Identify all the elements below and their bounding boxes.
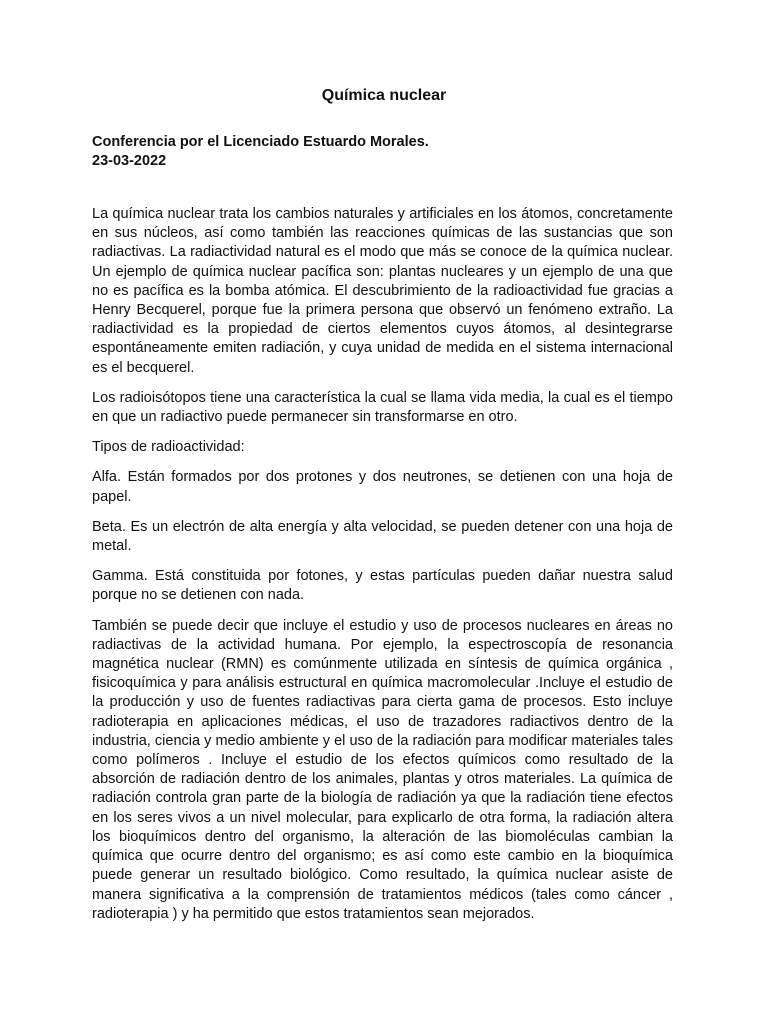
- paragraph-beta: Beta. Es un electrón de alta energía y alta velocidad, se pueden detener con una hoja de metal.: [92, 518, 673, 555]
- document-date: 23-03-2022: [92, 153, 167, 169]
- document-meta: [92, 133, 682, 171]
- document-body: [92, 205, 673, 935]
- paragraph-gamma: Gamma. Está constituida por fotones, y estas partículas pueden dañar nuestra salud porque no se detienen con nada.: [92, 568, 673, 604]
- paragraph-radioactivity-types-heading: Tipos de radioactividad:: [92, 439, 245, 456]
- paragraph-radioisotopes: Los radioisótopos tiene una característica la cual se llama vida media, la cual es el tiempo en que un radiactivo puede permanecer sin transformarse en otro.: [92, 389, 673, 426]
- author-line: Conferencia por el Licenciado Estuardo Morales.: [92, 134, 429, 150]
- paragraph-intro: La química nuclear trata los cambios naturales y artificiales en los átomos, concretamente en sus núcleos, así como también las reacciones químicas de las sustancias que son radiactivas. La radiactividad natural es el modo que más se conoce de la química nuclear. Un ejemplo de química nuclear pacífica son: plantas nucleares y un ejemplo de una que no es pacífica es la bomba atómica. El descubrimiento de la radioactividad fue gracias a Henry Becquerel, porque fue la primera persona que observó un fenómeno extraño. La radiactividad es la propiedad de ciertos elementos cuyos átomos, al desintegrarse espontáneamente emiten radiación, y cuya unidad de medida en el sistema internacional es el becquerel.: [92, 206, 673, 376]
- paragraph-applications: También se puede decir que incluye el estudio y uso de procesos nucleares en áreas no radiactivas de la actividad humana. Por ejemplo, la espectroscopía de resonancia magnética nuclear (RMN) es comúnmente utilizada en síntesis de química orgánica , fisicoquímica y para análisis estructural en química macromolecular .Incluye el estudio de la producción y uso de fuentes radiactivas para cierta gama de procesos. Esto incluye radioterapia en aplicaciones médicas, el uso de trazadores radiactivos dentro de la industria, ciencia y medio ambiente y el uso de la radiación para modificar materiales tales como polímeros . Incluye el estudio de los efectos químicos como resultado de la absorción de radiación dentro de los animales, plantas y otros materiales. La química de radiación controla gran parte de la biología de radiación ya que la radiación tiene efectos en los seres vivos a un nivel molecular, para explicarlo de otra forma, la radiación altera los bioquímicos dentro del organismo, la alteración de las biomoléculas cambian la química que ocurre dentro del organismo; es así como este cambio en la bioquímica puede generar un resultado biológico. Como resultado, la química nuclear asiste de manera significativa a la comprensión de tratamientos médicos (tales como cáncer , radioterapia ) y ha permitido que estos tratamientos sean mejorados.: [92, 617, 673, 922]
- paragraph-alpha: Alfa. Están formados por dos protones y dos neutrones, se detienen con una hoja de papel.: [92, 469, 673, 505]
- document-title: Química nuclear: [321, 87, 447, 104]
